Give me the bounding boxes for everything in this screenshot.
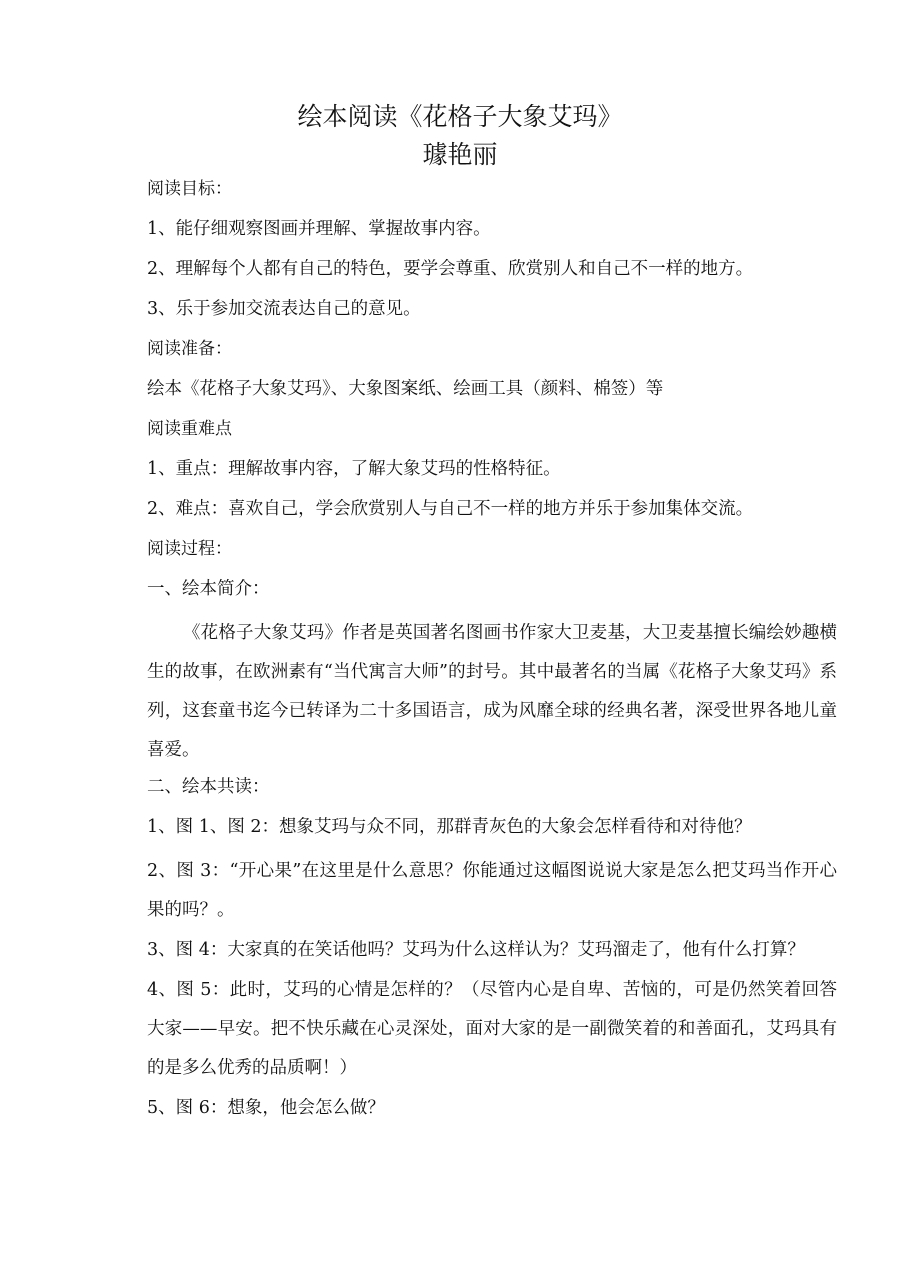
prep-heading: 阅读准备：: [147, 339, 232, 359]
question-item: 2、图 3：“开心果”在这里是什么意思？你能通过这幅图说说大家是怎么把艾玛当作开心果的吗？。: [147, 861, 837, 920]
prep-text: 绘本《花格子大象艾玛》、大象图案纸、绘画工具（颜料、棉签）等: [147, 379, 664, 399]
intro-paragraph: 《花格子大象艾玛》作者是英国著名图画书作家大卫麦基，大卫麦基擅长编绘妙趣横生的故事，在欧洲素有“当代寓言大师”的封号。其中最著名的当属《花格子大象艾玛》系列，这套童书迄今已转译为二十多国语言，成为风靡全球的经典名著，深受世界各地儿童喜爱。: [147, 623, 837, 760]
section-heading-reading: 二、绘本共读：: [147, 777, 270, 797]
doc-body: [147, 174, 837, 1129]
goals-heading: 阅读目标：: [147, 179, 232, 199]
goal-item: 1、能仔细观察图画并理解、掌握故事内容。: [147, 219, 491, 239]
difficulty-heading: 阅读重难点: [147, 419, 232, 439]
goal-item: 3、乐于参加交流表达自己的意见。: [147, 299, 421, 319]
goal-item: 2、理解每个人都有自己的特色，要学会尊重、欣赏别人和自己不一样的地方。: [147, 259, 754, 279]
question-item: 4、图 5：此时，艾玛的心情是怎样的？（尽管内心是自卑、苦恼的，可是仍然笑着回答大家——早安。把不快乐藏在心灵深处，面对大家的是一副微笑着的和善面孔，艾玛具有的是多么优秀的品质啊！）: [147, 980, 837, 1078]
question-item: 5、图 6：想象，他会怎么做？: [147, 1098, 385, 1118]
section-heading-intro: 一、绘本简介：: [147, 579, 270, 599]
question-item: 3、图 4：大家真的在笑话他吗？艾玛为什么这样认为？艾玛溜走了，他有什么打算？: [147, 940, 805, 960]
difficulty-item: 2、难点：喜欢自己，学会欣赏别人与自己不一样的地方并乐于参加集体交流。: [147, 499, 754, 519]
doc-author: 璩艳丽: [422, 140, 498, 169]
difficulty-item: 1、重点：理解故事内容，了解大象艾玛的性格特征。: [147, 459, 561, 479]
question-item: 1、图 1、图 2：想象艾玛与众不同，那群青灰色的大象会怎样看待和对待他？: [147, 817, 752, 837]
doc-title: 绘本阅读《花格子大象艾玛》: [297, 102, 623, 131]
process-heading: 阅读过程：: [147, 539, 232, 559]
